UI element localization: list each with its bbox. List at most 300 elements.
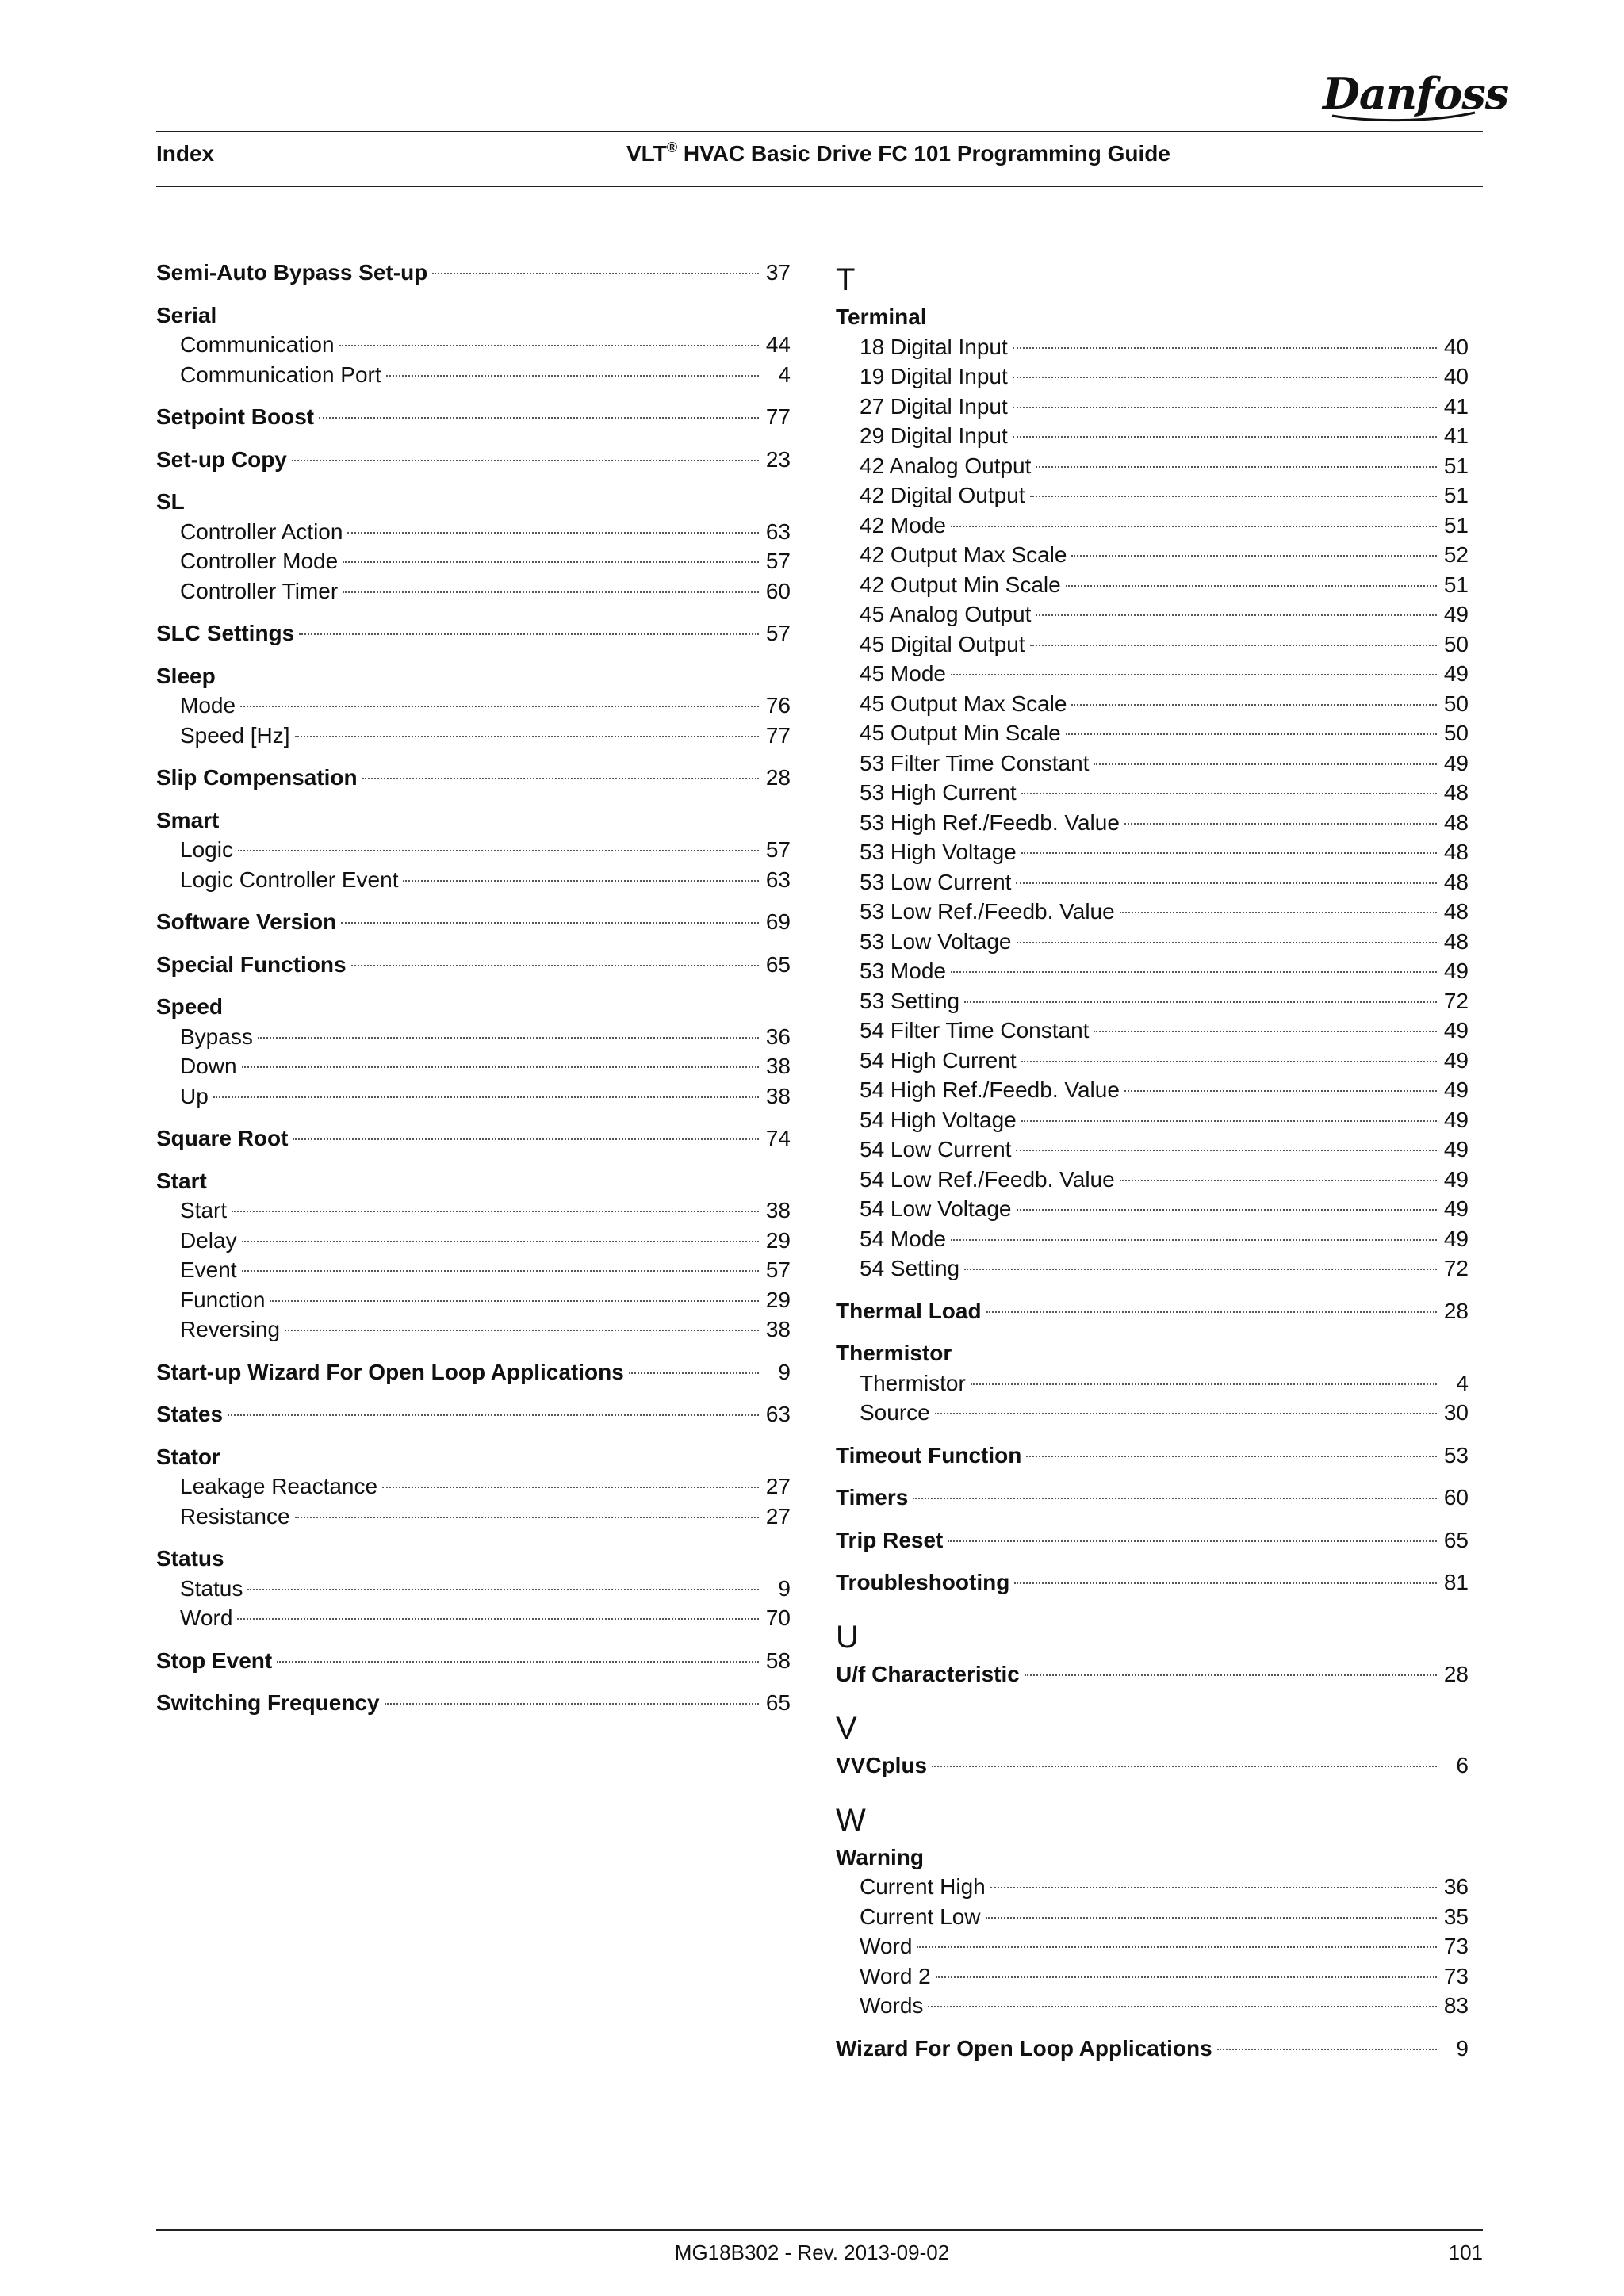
- dot-leader: [1014, 1582, 1437, 1584]
- dot-leader: [1036, 614, 1437, 616]
- dot-leader: [986, 1917, 1437, 1919]
- index-entry[interactable]: [156, 618, 791, 649]
- dot-leader: [1036, 466, 1437, 468]
- entry-page: 48: [1443, 869, 1469, 894]
- dot-leader: [917, 1946, 1437, 1948]
- entry-page: 72: [1443, 1256, 1469, 1280]
- index-subentry[interactable]: [836, 629, 1469, 660]
- index-subentry[interactable]: [836, 511, 1469, 541]
- index-subentry[interactable]: [836, 867, 1469, 897]
- dot-leader: [951, 971, 1437, 973]
- dot-leader: [242, 1270, 759, 1272]
- index-subentry[interactable]: [836, 659, 1469, 689]
- index-group: [156, 806, 791, 895]
- index-letter: U: [836, 1619, 859, 1655]
- entry-label: Logic Controller Event: [180, 867, 399, 892]
- entry-page: 58: [765, 1647, 791, 1673]
- index-subentry[interactable]: [156, 1603, 791, 1633]
- index-subentry[interactable]: [156, 360, 791, 390]
- entry-label: Start: [180, 1198, 228, 1223]
- index-subentry[interactable]: [836, 362, 1469, 392]
- index-subentry[interactable]: [836, 421, 1469, 451]
- index-subentry[interactable]: [156, 1051, 791, 1081]
- dot-leader: [964, 1001, 1437, 1003]
- entry-label: Current High: [860, 1874, 986, 1899]
- entry-label: Set-up Copy: [156, 446, 287, 472]
- index-group-single: [156, 1123, 791, 1154]
- index-entry[interactable]: [836, 1441, 1469, 1471]
- index-group-single: [156, 950, 791, 980]
- index-subentry[interactable]: [156, 576, 791, 607]
- index-subentry[interactable]: [156, 546, 791, 576]
- index-subentry[interactable]: [836, 689, 1469, 719]
- index-subentry[interactable]: [836, 1224, 1469, 1254]
- entry-page: 60: [765, 578, 791, 603]
- dot-leader: [292, 460, 759, 461]
- dot-leader: [270, 1300, 759, 1302]
- entry-page: 52: [1443, 542, 1469, 567]
- entry-label: Word 2: [860, 1963, 931, 1988]
- index-group: [156, 992, 791, 1111]
- dot-leader: [936, 1976, 1437, 1978]
- index-subentry[interactable]: [836, 1046, 1469, 1076]
- index-subentry[interactable]: [836, 927, 1469, 957]
- entry-page: 44: [765, 332, 791, 357]
- dot-leader: [935, 1413, 1437, 1414]
- dot-leader: [964, 1269, 1437, 1270]
- index-subentry[interactable]: [836, 1368, 1469, 1399]
- dot-leader: [351, 965, 759, 966]
- index-subentry[interactable]: [836, 1016, 1469, 1046]
- header-rule-bottom: [156, 186, 1483, 187]
- entry-page: 50: [1443, 691, 1469, 716]
- entry-label: Thermal Load: [836, 1298, 982, 1323]
- entry-page: 49: [1443, 1226, 1469, 1251]
- entry-label: Setpoint Boost: [156, 404, 315, 429]
- index-subentry[interactable]: [156, 835, 791, 865]
- registered-mark: ®: [666, 140, 678, 155]
- dot-leader: [1013, 347, 1437, 349]
- entry-label: Delay: [180, 1227, 237, 1253]
- dot-leader: [951, 674, 1437, 675]
- dot-leader: [386, 375, 759, 377]
- entry-page: 41: [1443, 423, 1469, 448]
- entry-page: 36: [765, 1024, 791, 1049]
- dot-leader: [951, 526, 1437, 527]
- entry-label: Thermistor: [860, 1370, 966, 1395]
- header-rule-top: [156, 131, 1483, 132]
- index-letter: T: [836, 262, 856, 297]
- index-group-single: [836, 1751, 1469, 1781]
- index-subentry[interactable]: [836, 718, 1469, 748]
- dot-leader: [1013, 436, 1437, 438]
- index-subentry[interactable]: [836, 778, 1469, 808]
- index-entry[interactable]: [836, 1567, 1469, 1598]
- entry-page: 9: [1456, 2035, 1469, 2061]
- dot-leader: [932, 1766, 1437, 1767]
- dot-leader: [347, 532, 759, 534]
- index-subentry[interactable]: [156, 1226, 791, 1256]
- index-subentry[interactable]: [836, 1991, 1469, 2021]
- index-subentry[interactable]: [836, 1165, 1469, 1195]
- entry-label: Square Root: [156, 1126, 289, 1150]
- index-group: [156, 1544, 791, 1633]
- index-entry[interactable]: [156, 402, 791, 432]
- entry-label: Slip Compensation: [156, 765, 358, 790]
- index-subentry[interactable]: [156, 1081, 791, 1112]
- index-subentry[interactable]: [156, 691, 791, 721]
- dot-leader: [1066, 733, 1437, 735]
- entry-label: Special Functions: [156, 951, 347, 977]
- entry-label: Words: [860, 1993, 924, 2018]
- entry-label: 53 Setting: [860, 988, 960, 1013]
- entry-label: SLC Settings: [156, 621, 295, 645]
- entry-label: 18 Digital Input: [860, 334, 1008, 359]
- index-subentry[interactable]: [836, 1931, 1469, 1961]
- dot-leader: [1021, 852, 1437, 854]
- index-subentry[interactable]: [836, 1194, 1469, 1224]
- entry-label: Timers: [836, 1485, 909, 1510]
- dot-leader: [242, 1066, 759, 1068]
- index-group: [156, 1442, 791, 1532]
- entry-page: 51: [1443, 483, 1469, 507]
- entry-page: 65: [1443, 1527, 1469, 1552]
- entry-label: U/f Characteristic: [836, 1661, 1020, 1686]
- dot-leader: [1026, 1456, 1437, 1457]
- index-subentry[interactable]: [836, 1902, 1469, 1932]
- entry-page: 51: [1443, 512, 1469, 538]
- entry-page: 4: [1456, 1370, 1469, 1395]
- index-entry[interactable]: [836, 1483, 1469, 1513]
- dot-leader: [1094, 1031, 1437, 1032]
- entry-page: 23: [765, 446, 791, 472]
- index-subentry[interactable]: [156, 1022, 791, 1052]
- index-entry[interactable]: [156, 1646, 791, 1676]
- dot-leader: [1025, 1674, 1437, 1676]
- group-heading: Serial: [156, 302, 217, 327]
- index-subentry[interactable]: [156, 330, 791, 360]
- entry-page: 49: [1443, 661, 1469, 686]
- index-group-single: [836, 1483, 1469, 1513]
- index-group-single: [156, 763, 791, 793]
- entry-label: 42 Mode: [860, 512, 946, 538]
- entry-label: 42 Analog Output: [860, 453, 1032, 478]
- dot-leader: [1124, 1090, 1437, 1092]
- entry-label: 42 Digital Output: [860, 483, 1025, 507]
- dot-leader: [242, 1241, 759, 1242]
- index-subentry[interactable]: [836, 451, 1469, 481]
- entry-page: 49: [1443, 602, 1469, 626]
- index-subentry[interactable]: [836, 1105, 1469, 1135]
- entry-page: 48: [1443, 928, 1469, 954]
- entry-label: Stop Event: [156, 1647, 273, 1673]
- index-entry[interactable]: [156, 1688, 791, 1718]
- index-letter: V: [836, 1711, 857, 1746]
- entry-page: 77: [765, 404, 791, 429]
- entry-page: 49: [1443, 1018, 1469, 1043]
- dot-leader: [986, 1311, 1437, 1313]
- entry-label: 19 Digital Input: [860, 364, 1008, 388]
- entry-page: 72: [1443, 988, 1469, 1013]
- entry-label: Logic: [180, 837, 233, 862]
- dot-leader: [232, 1211, 759, 1212]
- entry-page: 74: [765, 1126, 791, 1150]
- entry-page: 48: [1443, 899, 1469, 924]
- entry-label: Event: [180, 1257, 237, 1282]
- entry-label: Controller Timer: [180, 578, 339, 603]
- index-group: [156, 1166, 791, 1345]
- entry-page: 65: [765, 1690, 791, 1715]
- group-heading: Speed: [156, 994, 224, 1019]
- entry-label: Current Low: [860, 1904, 981, 1929]
- entry-page: 49: [1443, 1047, 1469, 1073]
- entry-page: 9: [778, 1575, 791, 1601]
- entry-label: Troubleshooting: [836, 1570, 1010, 1594]
- entry-page: 73: [1443, 1934, 1469, 1958]
- group-heading: Thermistor: [836, 1341, 952, 1365]
- index-column-left: [156, 258, 791, 1718]
- entry-page: 49: [1443, 1196, 1469, 1221]
- index-group-single: [156, 907, 791, 937]
- index-subentry[interactable]: [836, 808, 1469, 838]
- entry-label: Timeout Function: [836, 1442, 1022, 1468]
- entry-label: Speed [Hz]: [180, 722, 290, 748]
- dot-leader: [213, 1096, 759, 1098]
- index-subentry[interactable]: [836, 748, 1469, 779]
- dot-leader: [295, 1517, 759, 1518]
- index-subentry[interactable]: [156, 517, 791, 547]
- index-subentry[interactable]: [836, 599, 1469, 629]
- entry-page: 48: [1443, 840, 1469, 864]
- entry-page: 28: [1443, 1298, 1469, 1323]
- logo-wordmark: Danfoss: [1323, 68, 1509, 119]
- group-heading: Sleep: [156, 663, 216, 688]
- dot-leader: [285, 1330, 759, 1331]
- dot-leader: [295, 736, 759, 737]
- dot-leader: [1120, 1180, 1437, 1181]
- index-group-single: [156, 1357, 791, 1387]
- entry-page: 29: [765, 1227, 791, 1253]
- index-subentry[interactable]: [836, 837, 1469, 867]
- index-subentry[interactable]: [156, 1574, 791, 1604]
- index-column-right: [836, 258, 1469, 2063]
- entry-page: 63: [765, 519, 791, 544]
- group-heading: Smart: [156, 807, 220, 832]
- group-heading: Warning: [836, 1844, 924, 1869]
- group-heading: Terminal: [836, 304, 927, 329]
- dot-leader: [1017, 942, 1438, 943]
- index-subentry[interactable]: [836, 986, 1469, 1016]
- index-group-single: [836, 1441, 1469, 1471]
- entry-label: Communication: [180, 332, 335, 357]
- dot-leader: [1013, 407, 1437, 408]
- entry-label: VVCplus: [836, 1753, 928, 1777]
- index-entry[interactable]: [156, 258, 791, 288]
- index-group-single: [156, 445, 791, 475]
- entry-page: 4: [778, 362, 791, 387]
- index-subentry[interactable]: [836, 480, 1469, 511]
- entry-page: 28: [1443, 1661, 1469, 1686]
- dot-leader: [362, 778, 759, 779]
- index-subentry[interactable]: [156, 1471, 791, 1502]
- index-subentry[interactable]: [836, 1135, 1469, 1165]
- entry-page: 77: [765, 722, 791, 748]
- entry-label: 54 High Current: [860, 1047, 1017, 1073]
- entry-page: 53: [1443, 1442, 1469, 1468]
- entry-page: 40: [1443, 364, 1469, 388]
- entry-page: 40: [1443, 334, 1469, 359]
- dot-leader: [928, 2006, 1437, 2007]
- index-subentry[interactable]: [836, 956, 1469, 986]
- dot-leader: [385, 1703, 759, 1705]
- index-entry[interactable]: [836, 1751, 1469, 1781]
- dot-leader: [382, 1487, 759, 1488]
- index-subentry[interactable]: [156, 865, 791, 895]
- entry-page: 57: [765, 621, 791, 645]
- footer-rule: [156, 2229, 1483, 2231]
- index-subentry[interactable]: [156, 1502, 791, 1532]
- index-group-single: [156, 618, 791, 649]
- entry-page: 49: [1443, 1137, 1469, 1161]
- index-entry[interactable]: [156, 907, 791, 937]
- index-entry[interactable]: [836, 2034, 1469, 2064]
- entry-page: 36: [1443, 1874, 1469, 1899]
- entry-page: 57: [765, 1257, 791, 1282]
- index-subentry[interactable]: [156, 1255, 791, 1285]
- entry-page: 50: [1443, 721, 1469, 745]
- dot-leader: [1094, 763, 1437, 765]
- index-entry[interactable]: [156, 950, 791, 980]
- entry-page: 6: [1456, 1753, 1469, 1777]
- entry-label: 54 Mode: [860, 1226, 946, 1251]
- entry-page: 49: [1443, 959, 1469, 983]
- dot-leader: [1124, 823, 1437, 825]
- dot-leader: [913, 1498, 1437, 1499]
- index-group: [836, 1843, 1469, 2021]
- index-group-single: [836, 2034, 1469, 2064]
- index-entry[interactable]: [836, 1525, 1469, 1556]
- entry-label: Communication Port: [180, 362, 381, 387]
- dot-leader: [1021, 1061, 1437, 1062]
- index-subentry[interactable]: [836, 540, 1469, 570]
- entry-label: 53 Low Ref./Feedb. Value: [860, 899, 1115, 924]
- entry-label: 54 Low Voltage: [860, 1196, 1012, 1221]
- index-subentry[interactable]: [836, 570, 1469, 600]
- dot-leader: [277, 1661, 759, 1663]
- index-entry[interactable]: [156, 1357, 791, 1387]
- index-group-single: [836, 1659, 1469, 1689]
- index-group-single: [156, 402, 791, 432]
- entry-page: 65: [765, 951, 791, 977]
- entry-label: Software Version: [156, 909, 337, 934]
- index-subentry[interactable]: [836, 1253, 1469, 1284]
- index-group: [156, 487, 791, 606]
- title-rest: HVAC Basic Drive FC 101 Programming Guide: [677, 141, 1170, 166]
- dot-leader: [1016, 882, 1437, 884]
- dot-leader: [258, 1037, 759, 1039]
- entry-label: Down: [180, 1054, 237, 1078]
- section-title: Index: [156, 141, 215, 166]
- entry-label: Reversing: [180, 1317, 281, 1341]
- document-reference: MG18B302 - Rev. 2013-09-02: [674, 2241, 950, 2264]
- entry-label: 45 Output Max Scale: [860, 691, 1067, 716]
- index-entry[interactable]: [156, 1399, 791, 1429]
- entry-label: Semi-Auto Bypass Set-up: [156, 260, 428, 285]
- index-entry[interactable]: [156, 445, 791, 475]
- index-subentry[interactable]: [836, 1075, 1469, 1105]
- entry-page: 27: [765, 1474, 791, 1498]
- entry-label: Status: [180, 1575, 243, 1601]
- index-subentry[interactable]: [156, 1314, 791, 1345]
- entry-label: Trip Reset: [836, 1527, 944, 1552]
- dot-leader: [238, 850, 759, 851]
- dot-leader: [343, 591, 759, 593]
- index-entry[interactable]: [836, 1296, 1469, 1326]
- entry-label: 42 Output Max Scale: [860, 542, 1067, 567]
- dot-leader: [228, 1414, 759, 1416]
- entry-label: Wizard For Open Loop Applications: [836, 2035, 1212, 2061]
- dot-leader: [432, 273, 759, 274]
- entry-page: 30: [1443, 1400, 1469, 1425]
- entry-label: Resistance: [180, 1503, 290, 1529]
- group-heading: SL: [156, 489, 185, 514]
- group-heading: Stator: [156, 1444, 220, 1469]
- index-group: [156, 661, 791, 751]
- index-subentry[interactable]: [156, 1285, 791, 1315]
- dot-leader: [299, 633, 759, 635]
- index-subentry[interactable]: [836, 392, 1469, 422]
- index-entry[interactable]: [836, 1659, 1469, 1689]
- entry-label: 54 Setting: [860, 1256, 960, 1280]
- entry-label: Function: [180, 1287, 266, 1312]
- entry-page: 49: [1443, 1107, 1469, 1132]
- dot-leader: [319, 417, 759, 419]
- entry-page: 57: [765, 549, 791, 573]
- dot-leader: [1217, 2049, 1437, 2050]
- entry-page: 38: [765, 1083, 791, 1108]
- index-subentry[interactable]: [836, 1872, 1469, 1902]
- index-group-single: [156, 258, 791, 288]
- index-subentry[interactable]: [836, 1398, 1469, 1428]
- index-entry[interactable]: [156, 1123, 791, 1154]
- entry-label: 45 Digital Output: [860, 631, 1025, 656]
- index-subentry[interactable]: [836, 897, 1469, 927]
- index-subentry[interactable]: [156, 1196, 791, 1226]
- entry-label: Switching Frequency: [156, 1690, 380, 1715]
- index-subentry[interactable]: [836, 1961, 1469, 1992]
- entry-label: 45 Output Min Scale: [860, 721, 1061, 745]
- index-group: [836, 1338, 1469, 1428]
- dot-leader: [1021, 1120, 1437, 1122]
- dot-leader: [1071, 555, 1437, 557]
- index-group: [836, 302, 1469, 1284]
- entry-page: 51: [1443, 453, 1469, 478]
- index-letter: W: [836, 1802, 866, 1838]
- index-subentry[interactable]: [156, 721, 791, 751]
- index-subentry[interactable]: [836, 332, 1469, 362]
- entry-page: 48: [1443, 780, 1469, 805]
- index-entry[interactable]: [156, 763, 791, 793]
- dot-leader: [1030, 645, 1437, 646]
- entry-page: 49: [1443, 750, 1469, 775]
- index-group-single: [156, 1646, 791, 1676]
- dot-leader: [343, 561, 759, 563]
- dot-leader: [1016, 1150, 1437, 1151]
- entry-label: Source: [860, 1400, 930, 1425]
- entry-page: 37: [765, 260, 791, 285]
- entry-label: Up: [180, 1083, 209, 1108]
- entry-page: 29: [765, 1287, 791, 1312]
